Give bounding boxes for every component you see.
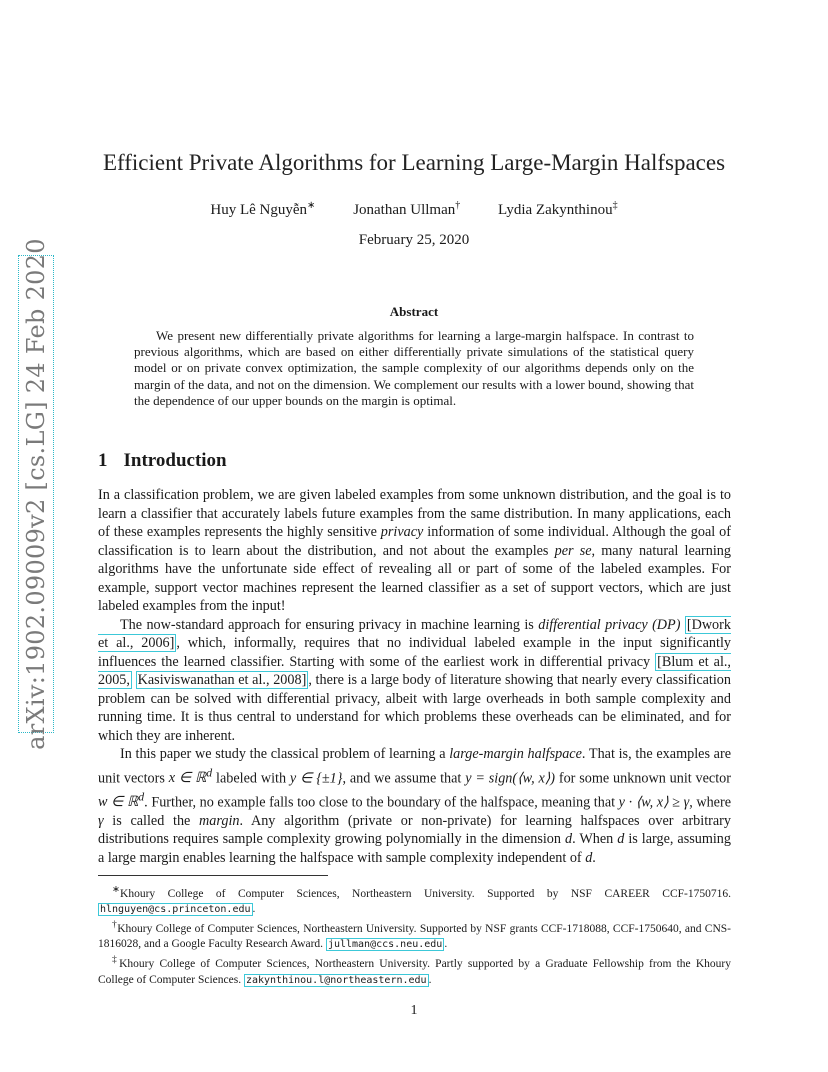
footnote-text: Khoury College of Computer Sciences, Northeastern University. Partly supported by a Graduate Fellowship from the Khoury College of Computer Sciences. xyxy=(98,958,731,986)
paragraph-1 xyxy=(98,486,731,616)
text-run: . xyxy=(592,849,596,866)
footnotes xyxy=(98,882,731,988)
text-run: for some unknown unit vector xyxy=(555,770,731,787)
emphasis: differential privacy (DP) xyxy=(538,616,681,633)
text-run: The now-standard approach for ensuring privacy in machine learning is xyxy=(120,616,539,633)
citation-link[interactable]: [Dwork et al., 2006] xyxy=(98,616,731,651)
text-run: is called the xyxy=(103,812,200,829)
footnote-mark: † xyxy=(112,919,118,931)
paragraph-3 xyxy=(98,745,731,867)
author-footnote-mark[interactable]: ∗ xyxy=(307,200,316,211)
text-run: , where xyxy=(689,794,731,811)
math-expr: w ∈ ℝ xyxy=(98,794,139,811)
page-number: 1 xyxy=(410,1003,418,1018)
emphasis: margin xyxy=(199,812,240,829)
math-inline: d xyxy=(564,831,573,848)
math-inline xyxy=(98,789,145,811)
abstract-text: We present new differentially private algorithms for learning a large-margin halfspace. In contrast to previous algorithms, which are based on either differentially private simulations of the statistical query model or on private convex optimization, the sample complexity of our algorithms depends only on the margin of the data, and not on the dimension. We complement our results with a lower bound, showing that the dependence of our upper bounds on the margin is optimal. xyxy=(134,328,694,408)
emphasis: privacy xyxy=(380,524,424,540)
footnote-1 xyxy=(98,882,731,917)
math-inline xyxy=(168,765,213,787)
author-list xyxy=(0,200,828,219)
math-inline: y ∈ {±1} xyxy=(289,770,343,787)
text-run: . xyxy=(252,903,256,916)
paragraph-2 xyxy=(98,616,731,746)
email-link[interactable]: zakynthinou.l@northeastern.edu xyxy=(245,974,427,986)
abstract-heading: Abstract xyxy=(389,304,439,319)
text-run: . Further, no example falls too close to the boundary of the halfspace, meaning that xyxy=(144,794,619,811)
footnote-mark: ‡ xyxy=(112,954,120,966)
author-name: Jonathan Ullman xyxy=(353,202,456,218)
section-heading xyxy=(98,450,227,472)
footnote-text: Khoury College of Computer Sciences, Northeastern University. Supported by NSF grants CCF-1718088, CCF-1750640, and CNS-1816028, and a Google Faculty Research Award. xyxy=(98,923,731,951)
text-run: . Any algorithm (private or non-private) for learning halfspaces over arbitrary distributions requires sample complexity growing polynomially in the dimension xyxy=(98,812,731,848)
footnote-rule xyxy=(98,875,328,876)
section-number: 1 xyxy=(98,450,108,471)
text-run: , and we assume that xyxy=(342,770,466,787)
math-inline: d xyxy=(585,849,593,866)
math-inline: d xyxy=(617,831,625,848)
author-3 xyxy=(498,202,618,218)
math-inline: y · ⟨w, x⟩ ≥ γ xyxy=(618,794,690,811)
text-run: In a classification problem, we are given labeled examples from some unknown distribution, and the goal is to learn a classifier that accurately labels future examples from the same distribution. In many applications, each of these examples represents the highly sensitive xyxy=(98,487,731,540)
text-run: , there is a large body of literature showing that nearly every classification problem can be solved with differential privacy, albeit with large overheads in both sample complexity and running time. It is thus central to understand for which problems these overheads can be eliminated, and for which they are inherent. xyxy=(98,672,731,744)
text-run: . xyxy=(428,973,432,986)
footnote-text: Khoury College of Computer Sciences, Northeastern University. Supported by NSF CAREER CCF-1750716. xyxy=(120,887,731,900)
author-footnote-mark[interactable]: † xyxy=(455,200,461,211)
section-body xyxy=(98,486,731,867)
email-link[interactable]: hlnguyen@cs.princeton.edu xyxy=(100,904,251,916)
author-name: Huy Lê Nguyễn xyxy=(210,202,308,218)
citation-link[interactable]: [Blum et al., 2005, xyxy=(98,653,731,688)
author-2 xyxy=(353,202,460,218)
email-link[interactable]: jullman@ccs.neu.edu xyxy=(327,939,443,951)
author-name: Lydia Zakynthinou xyxy=(498,202,613,218)
text-run: is large, assuming a large margin enables learning the halfspace with sample complexity independent of xyxy=(98,831,731,866)
citation-link[interactable]: Kasiviswanathan et al., 2008] xyxy=(137,672,307,688)
paper-title: Efficient Private Algorithms for Learning Large-Margin Halfspaces xyxy=(102,150,726,175)
math-inline: γ xyxy=(98,812,104,829)
math-inline: y = sign(⟨w, x⟩) xyxy=(465,770,556,787)
emphasis: large-margin halfspace xyxy=(449,746,582,762)
text-run: information of some individual. Although the goal of classification is to learn about the distribution, and not about the examples xyxy=(98,524,731,559)
math-expr: x ∈ ℝ xyxy=(168,770,207,787)
arxiv-id[interactable]: arXiv:1902.09009v2 [cs.LG] 24 Feb 2020 xyxy=(22,238,50,750)
footnote-2 xyxy=(98,917,731,952)
text-run: In this paper we study the classical problem of learning a xyxy=(120,746,450,762)
math-sup: d xyxy=(138,789,145,804)
paper-date: February 25, 2020 xyxy=(358,232,470,248)
text-run: . When xyxy=(572,831,618,848)
text-run: . That is, the examples are unit vectors xyxy=(98,746,731,787)
text-run: , which, informally, requires that no individual labeled example in the input significantly influences the learned classifier. Starting with some of the earliest work in differential privacy xyxy=(98,635,731,670)
text-run: labeled with xyxy=(212,770,290,787)
author-1 xyxy=(210,202,315,218)
section-title: Introduction xyxy=(123,450,227,471)
text-run: , many natural learning algorithms have the unfortunate side effect of revealing all or part of some of the labeled examples. For example, support vector machines represent the learned classifier as a set of support vectors, which are just labeled examples from the input! xyxy=(98,542,731,614)
footnote-3 xyxy=(98,952,731,987)
math-sup: d xyxy=(206,765,213,780)
text-run: . xyxy=(444,938,448,951)
emphasis: per se xyxy=(554,542,592,559)
arxiv-stamp[interactable] xyxy=(18,238,54,750)
author-footnote-mark[interactable]: ‡ xyxy=(612,200,618,211)
footnote-mark: ∗ xyxy=(112,884,121,895)
